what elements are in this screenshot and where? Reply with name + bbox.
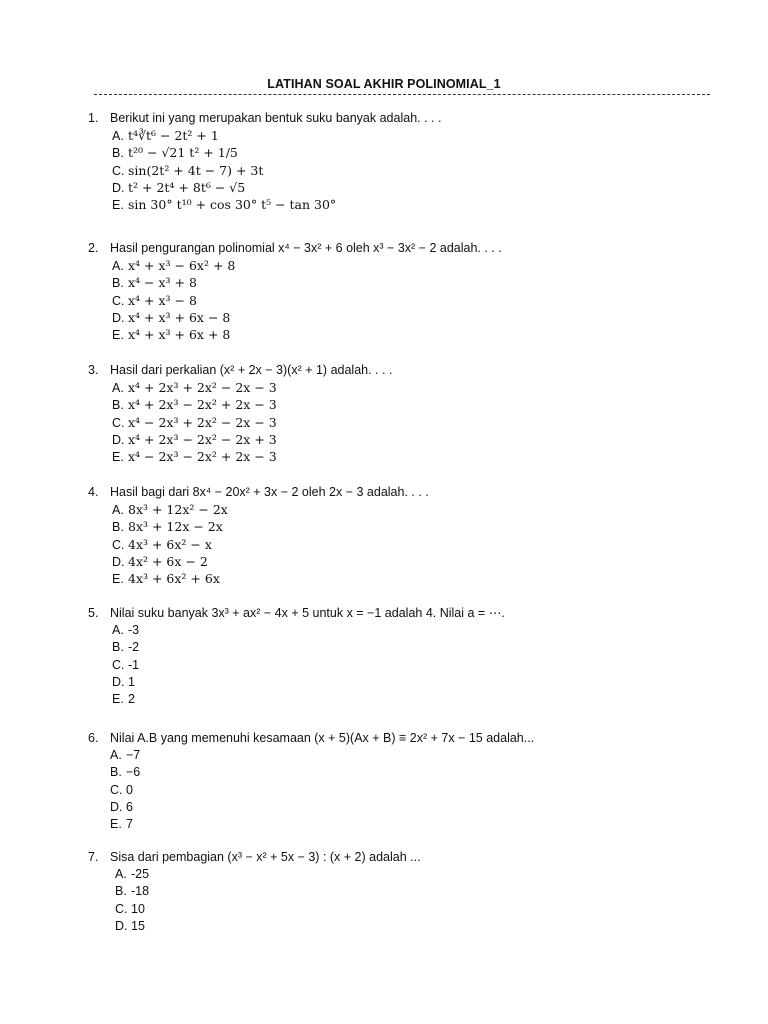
option-letter: A.: [112, 259, 124, 273]
page-title: LATIHAN SOAL AKHIR POLINOMIAL_1: [267, 77, 501, 91]
option-d: [88, 179, 728, 196]
option-text: x⁴ − 2x³ + 2x² − 2x − 3: [128, 414, 277, 430]
option-text: -18: [131, 884, 150, 899]
option-text: 4x³ + 6x² − x: [128, 536, 212, 552]
option-text: x⁴ + 2x³ − 2x² − 2x + 3: [128, 431, 277, 447]
option-c: [88, 536, 728, 553]
option-letter: C.: [112, 415, 125, 430]
option-c: [88, 657, 728, 674]
option-letter: A.: [112, 129, 124, 143]
option-text: 4x² + 6x − 2: [128, 553, 208, 569]
option-letter: D.: [110, 799, 123, 814]
option-text: t⁴∛t⁶ − 2t² + 1: [128, 128, 219, 143]
option-letter: C.: [112, 293, 125, 308]
question-text: Hasil bagi dari 8x⁴ − 20x² + 3x − 2 oleh 2x − 3 adalah. . . .: [110, 485, 429, 499]
question-text: Hasil dari perkalian (x² + 2x − 3)(x² + 1) adalah. . . .: [110, 363, 393, 377]
option-letter: E.: [112, 450, 124, 465]
option-text: -1: [128, 657, 140, 672]
question-3: [88, 362, 728, 465]
option-e: [88, 691, 728, 708]
option-text: −6: [126, 765, 141, 780]
option-text: 8x³ + 12x − 2x: [128, 519, 223, 535]
option-letter: B.: [112, 146, 124, 161]
option-d: [88, 553, 728, 570]
option-e: [88, 448, 728, 465]
option-letter: B.: [115, 884, 127, 899]
question-text: Hasil pengurangan polinomial x⁴ − 3x² + 6 oleh x³ − 3x² − 2 adalah. . . .: [110, 241, 502, 255]
option-letter: D.: [112, 554, 125, 569]
question-number: 7.: [88, 850, 99, 864]
option-letter: B.: [110, 765, 122, 780]
option-letter: C.: [112, 537, 125, 552]
question-number: 5.: [88, 606, 99, 620]
option-text: 0: [126, 782, 133, 797]
option-d: [88, 799, 728, 816]
option-text: -25: [131, 867, 150, 881]
question-5: [88, 605, 728, 708]
option-letter: B.: [112, 640, 124, 655]
option-e: [88, 326, 728, 343]
option-letter: E.: [110, 817, 122, 832]
option-letter: D.: [115, 918, 128, 933]
option-d: [88, 918, 728, 935]
option-b: [88, 518, 728, 535]
question-number: 1.: [88, 111, 99, 125]
option-letter: A.: [110, 748, 122, 762]
option-letter: C.: [115, 901, 128, 916]
option-d: [88, 674, 728, 691]
option-text: sin 30° t¹⁰ + cos 30° t⁵ − tan 30°: [128, 197, 337, 213]
option-letter: A.: [112, 623, 124, 637]
option-b: [88, 639, 728, 656]
option-letter: C.: [110, 782, 123, 797]
option-letter: C.: [112, 163, 125, 178]
option-letter: D.: [112, 432, 125, 447]
question-7: [88, 849, 728, 935]
option-text: x⁴ + 2x³ + 2x² − 2x − 3: [128, 380, 277, 395]
option-text: -2: [128, 640, 140, 655]
option-a: [88, 747, 728, 764]
option-text: sin(2t² + 4t − 7) + 3t: [128, 162, 264, 178]
question-number: 3.: [88, 363, 99, 377]
option-text: t² + 2t⁴ + 8t⁶ − √5: [128, 179, 246, 195]
option-c: [88, 162, 728, 179]
option-text: x⁴ + x³ + 6x − 8: [128, 309, 231, 325]
option-letter: C.: [112, 657, 125, 672]
option-letter: A.: [115, 867, 127, 881]
option-e: [88, 816, 728, 833]
option-letter: A.: [112, 503, 124, 517]
option-text: x⁴ + x³ − 6x² + 8: [128, 258, 236, 273]
option-text: −7: [126, 748, 141, 762]
option-a: [88, 866, 728, 883]
option-text: x⁴ + 2x³ − 2x² + 2x − 3: [128, 397, 277, 413]
option-letter: D.: [112, 674, 125, 689]
option-text: x⁴ + x³ + 6x + 8: [128, 327, 231, 343]
option-a: [88, 379, 728, 396]
option-letter: A.: [112, 381, 124, 395]
option-letter: B.: [112, 276, 124, 291]
question-text: Berikut ini yang merupakan bentuk suku banyak adalah. . . .: [110, 111, 442, 125]
option-d: [88, 309, 728, 326]
question-text: Nilai A.B yang memenuhi kesamaan (x + 5)(Ax + B) ≡ 2x² + 7x − 15 adalah...: [110, 731, 535, 745]
option-c: [88, 292, 728, 309]
question-4: [88, 484, 728, 587]
question-text: Sisa dari pembagian (x³ − x² + 5x − 3) : (x + 2) adalah ...: [110, 850, 421, 864]
option-e: [88, 570, 728, 587]
dashed-divider: [94, 94, 710, 95]
option-a: [88, 257, 728, 274]
option-text: 15: [131, 918, 145, 933]
option-a: [88, 501, 728, 518]
option-b: [88, 764, 728, 781]
option-letter: B.: [112, 398, 124, 413]
question-2: [88, 240, 728, 343]
option-letter: E.: [112, 692, 124, 707]
option-text: 4x³ + 6x² + 6x: [128, 571, 220, 587]
question-1: [88, 110, 728, 213]
option-text: 8x³ + 12x² − 2x: [128, 502, 228, 517]
option-text: 6: [126, 799, 133, 814]
option-c: [88, 414, 728, 431]
option-text: x⁴ − x³ + 8: [128, 275, 197, 291]
option-text: t²⁰ − √21 t² + 1/5: [128, 145, 238, 161]
option-text: x⁴ + x³ − 8: [128, 292, 197, 308]
option-letter: D.: [112, 180, 125, 195]
option-text: 7: [126, 817, 133, 832]
question-6: [88, 730, 728, 833]
option-text: x⁴ − 2x³ − 2x² + 2x − 3: [128, 449, 277, 465]
option-text: 1: [128, 674, 135, 689]
option-b: [88, 396, 728, 413]
option-b: [88, 274, 728, 291]
option-text: -3: [128, 623, 140, 637]
option-c: [88, 901, 728, 918]
option-text: 10: [131, 901, 145, 916]
option-letter: B.: [112, 520, 124, 535]
option-letter: E.: [112, 572, 124, 587]
option-e: [88, 196, 728, 213]
option-text: 2: [128, 692, 135, 707]
option-letter: E.: [112, 328, 124, 343]
question-text: Nilai suku banyak 3x³ + ax² − 4x + 5 untuk x = −1 adalah 4. Nilai a = ⋯.: [110, 606, 505, 620]
option-a: [88, 127, 728, 144]
question-number: 6.: [88, 731, 99, 745]
option-letter: E.: [112, 198, 124, 213]
option-d: [88, 431, 728, 448]
option-letter: D.: [112, 310, 125, 325]
option-c: [88, 782, 728, 799]
question-number: 4.: [88, 485, 99, 499]
option-a: [88, 622, 728, 639]
option-b: [88, 883, 728, 900]
option-b: [88, 144, 728, 161]
question-number: 2.: [88, 241, 99, 255]
